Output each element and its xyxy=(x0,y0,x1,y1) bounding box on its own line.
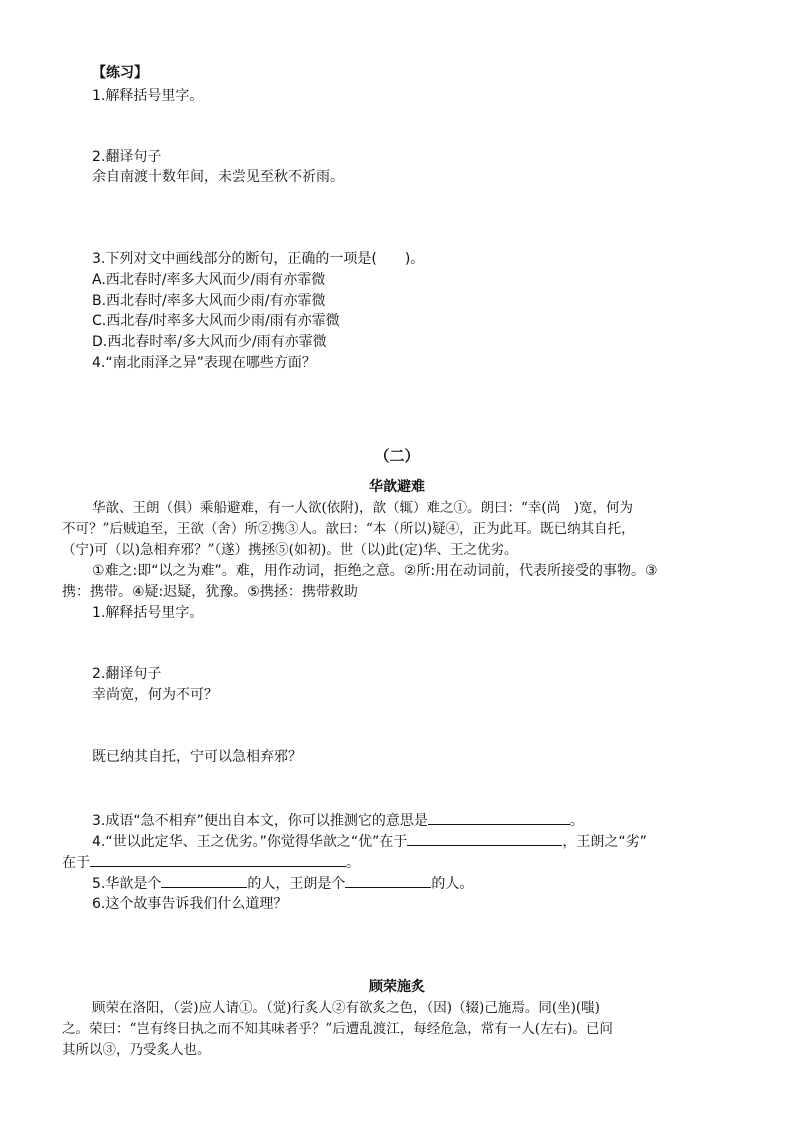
passage-line: 不可？”后贼追至，王欲（舍）所②携③人。歆曰：“本（所以)疑④，正为此耳。既已纳其自托， xyxy=(62,521,635,537)
exercise-heading: 【练习】 xyxy=(92,65,148,81)
passage-line: （宁)可（以)急相弃邪？”（遂）携拯⑤(如初)。世（以)此(定)华、王之优劣。 xyxy=(62,542,518,558)
question-4: 4.“南北雨泽之异”表现在哪些方面？ xyxy=(92,355,316,371)
answer-blank[interactable] xyxy=(428,810,570,825)
question-3-option-c: C.西北春/时率多大风而少雨/雨有亦霏微 xyxy=(92,313,340,329)
passage-line: 华歆、王朗（俱）乘船避难，有一人欲(依附)，歆（辄）难之①。朗曰：“幸(尚 )宽，何为 xyxy=(92,500,633,516)
question-6: 6.这个故事告诉我们什么道理？ xyxy=(92,896,288,912)
question-2-label: 2.翻译句子 xyxy=(92,149,162,165)
question-1: 1.解释括号里字。 xyxy=(92,88,204,104)
question-4-continued: 在于 。 xyxy=(62,852,360,873)
passage-line: 顾荣在洛阳，（尝)应人请①。（觉)行炙人②有欲炙之色，（因)（辍)己施焉。同(坐)(嗤) xyxy=(92,1000,600,1016)
question-3-option-b: B.西北春时/率多大风而少雨/有亦霏微 xyxy=(92,293,326,309)
question-2-sentence-1: 幸尚宽，何为不可？ xyxy=(92,687,218,703)
question-4: 4.“世以此定华、王之优劣。”你觉得华歆之“优”在于 ，王朗之“劣” xyxy=(92,831,647,852)
section-number: （二） xyxy=(374,447,420,465)
story-title-huaxin: 华歆避难 xyxy=(369,479,425,495)
question-3-option-a: A.西北春时/率多大风而少/雨有亦霏微 xyxy=(92,272,326,288)
question-3: 3.成语“急不相弃”便出自本文，你可以推测它的意思是 。 xyxy=(92,810,584,831)
passage-line: 之。荣曰：“岂有终日执之而不知其味者乎？”后遭乱渡江，每经危急，常有一人(左右)。已问 xyxy=(62,1021,613,1037)
question-2-sentence: 余自南渡十数年间，未尝见至秋不祈雨。 xyxy=(92,169,344,185)
question-5: 5.华歆是个 的人，王朗是个 的人。 xyxy=(92,873,473,894)
answer-blank[interactable] xyxy=(407,831,562,846)
question-1: 1.解释括号里字。 xyxy=(92,605,204,621)
answer-blank[interactable] xyxy=(90,852,346,867)
story-title-gurong: 顾荣施炙 xyxy=(369,979,425,995)
answer-blank[interactable] xyxy=(161,873,247,888)
question-3-option-d: D.西北春时率/多大风而少/雨有亦霏微 xyxy=(92,334,327,350)
annotation-line: ①难之:即“以之为难”。难，用作动词，拒绝之意。②所:用在动词前，代表所接受的事物。③ xyxy=(92,563,658,579)
annotation-line: 携：携带。④疑:迟疑，犹豫。⑤携拯：携带救助 xyxy=(62,584,358,600)
question-2-sentence-2: 既已纳其自托，宁可以急相弃邪？ xyxy=(92,749,302,765)
question-2-label: 2.翻译句子 xyxy=(92,666,162,682)
passage-line: 其所以③，乃受炙人也。 xyxy=(62,1042,211,1058)
question-3: 3.下列对文中画线部分的断句，正确的一项是( )。 xyxy=(92,251,425,267)
answer-blank[interactable] xyxy=(345,873,431,888)
